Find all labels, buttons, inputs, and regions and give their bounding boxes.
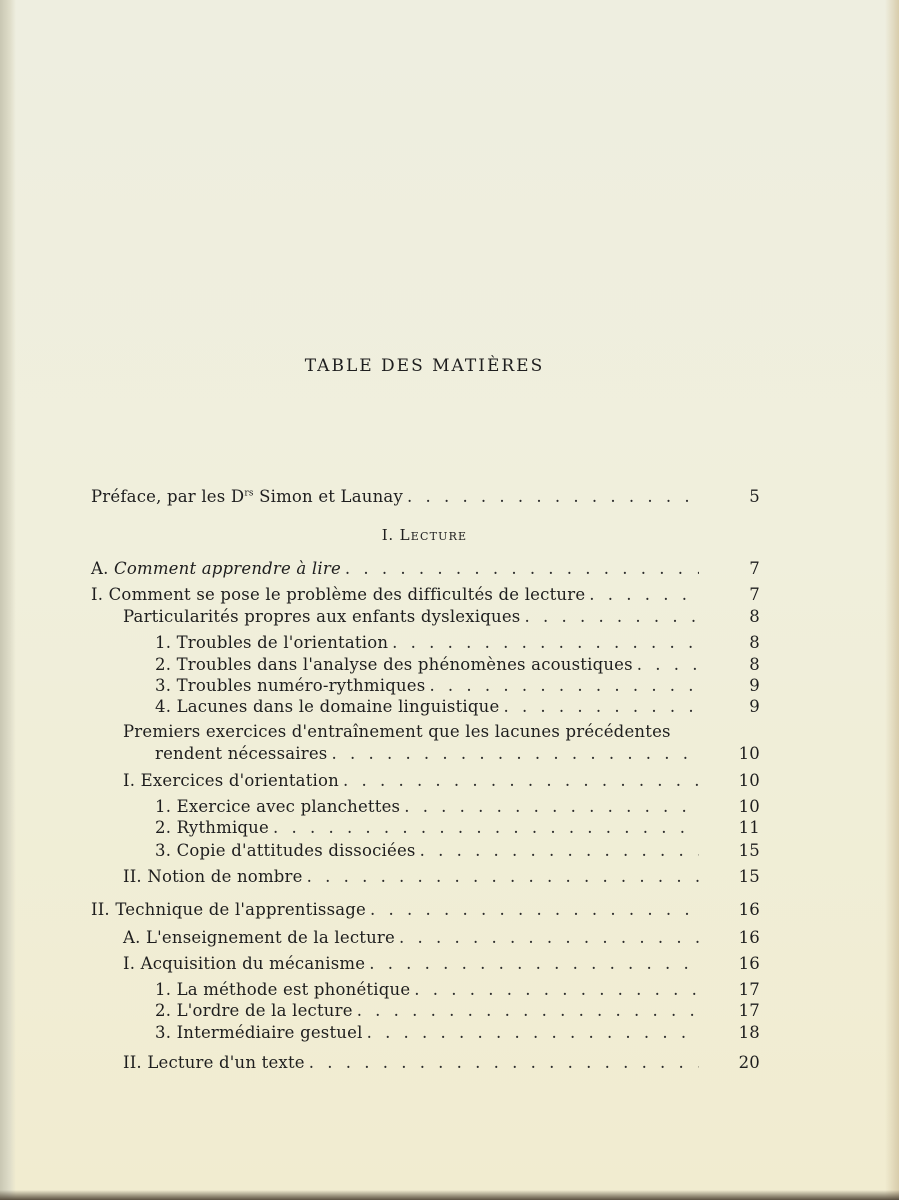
toc-page: 18	[738, 1023, 760, 1042]
toc-entry	[155, 676, 760, 695]
toc-label: A. Comment apprendre à lire	[91, 559, 341, 578]
toc-entry	[155, 1023, 760, 1042]
toc-entry	[123, 928, 760, 947]
page-title: TABLE DES MATIÈRES	[304, 356, 545, 376]
toc-entry	[155, 980, 760, 999]
toc-page: 17	[738, 1001, 760, 1020]
toc-entry	[123, 771, 760, 790]
leader-dots	[407, 487, 699, 506]
toc-label: Particularités propres aux enfants dyslexiques	[123, 607, 521, 626]
toc-entry	[155, 841, 760, 860]
toc-page: 15	[738, 841, 760, 860]
leader-dots	[503, 697, 699, 716]
toc-entry-preface	[91, 487, 760, 506]
leader-dots	[331, 744, 699, 763]
toc-label: 1. Troubles de l'orientation	[155, 633, 389, 652]
toc-entry	[91, 900, 760, 919]
toc-page: 11	[738, 818, 760, 837]
leader-dots	[370, 900, 699, 919]
toc-label: II. Technique de l'apprentissage	[91, 900, 367, 919]
section-heading: I. Lecture	[381, 526, 468, 544]
toc-page: 8	[749, 655, 760, 674]
toc-entry	[155, 1001, 760, 1020]
toc-label: Premiers exercices d'entraînement que les lacunes précédentes	[123, 722, 671, 741]
toc-label: I. Acquisition du mécanisme	[123, 954, 366, 973]
toc-entry	[155, 633, 760, 652]
leader-dots	[307, 867, 699, 886]
toc-label: 2. L'ordre de la lecture	[155, 1001, 353, 1020]
leader-dots	[392, 633, 699, 652]
leader-dots	[429, 676, 699, 695]
leader-dots	[420, 841, 699, 860]
toc-label: 3. Copie d'attitudes dissociées	[155, 841, 416, 860]
toc-page: 9	[749, 676, 760, 695]
toc-label: 3. Intermédiaire gestuel	[155, 1023, 363, 1042]
leader-dots	[637, 655, 699, 674]
toc-entry	[123, 1053, 760, 1072]
toc-label: 4. Lacunes dans le domaine linguistique	[155, 697, 500, 716]
toc-page: 16	[738, 954, 760, 973]
toc-label: 2. Troubles dans l'analyse des phénomènes acoustiques	[155, 655, 633, 674]
toc-page: 10	[738, 797, 760, 816]
toc-entry	[123, 607, 760, 626]
toc-page: 7	[749, 559, 760, 578]
toc-entry	[123, 954, 760, 973]
toc-page: 16	[738, 928, 760, 947]
toc-page: 20	[738, 1053, 760, 1072]
toc-label: II. Notion de nombre	[123, 867, 303, 886]
toc-label: II. Lecture d'un texte	[123, 1053, 305, 1072]
toc-label: rendent nécessaires	[155, 744, 328, 763]
leader-dots	[309, 1053, 699, 1072]
toc-page: 10	[738, 744, 760, 763]
toc-label: I. Comment se pose le problème des difficultés de lecture	[91, 585, 586, 604]
toc-label: Préface, par les $D^{rs}$ Simon et Launay	[91, 487, 403, 506]
toc-label: A. L'enseignement de la lecture	[123, 928, 395, 947]
toc-entry	[155, 797, 760, 816]
toc-entry	[155, 697, 760, 716]
leader-dots	[273, 818, 699, 837]
leader-dots	[589, 585, 699, 604]
toc-page: 10	[738, 771, 760, 790]
toc-page: 8	[749, 607, 760, 626]
leader-dots	[357, 1001, 699, 1020]
leader-dots	[399, 928, 699, 947]
leader-dots	[404, 797, 699, 816]
toc-page: 8	[749, 633, 760, 652]
leader-dots	[345, 559, 699, 578]
toc-label: 1. La méthode est phonétique	[155, 980, 411, 999]
toc-label: 3. Troubles numéro-rythmiques	[155, 676, 426, 695]
toc-page: 9	[749, 697, 760, 716]
toc-entry	[123, 867, 760, 886]
toc-page: 7	[749, 585, 760, 604]
toc-label: 1. Exercice avec planchettes	[155, 797, 401, 816]
toc-entry	[155, 744, 760, 763]
leader-dots	[414, 980, 699, 999]
toc-entry	[91, 585, 760, 604]
toc-page: 5	[749, 487, 760, 506]
toc-label: 2. Rythmique	[155, 818, 269, 837]
toc-page: 17	[738, 980, 760, 999]
leader-dots	[367, 1023, 699, 1042]
toc-entry	[155, 655, 760, 674]
leader-dots	[343, 771, 699, 790]
toc-entry	[91, 559, 760, 578]
leader-dots	[369, 954, 699, 973]
toc-page: 15	[738, 867, 760, 886]
toc-entry	[155, 818, 760, 837]
toc-label: I. Exercices d'orientation	[123, 771, 339, 790]
leader-dots	[524, 607, 699, 626]
toc-page: 16	[738, 900, 760, 919]
